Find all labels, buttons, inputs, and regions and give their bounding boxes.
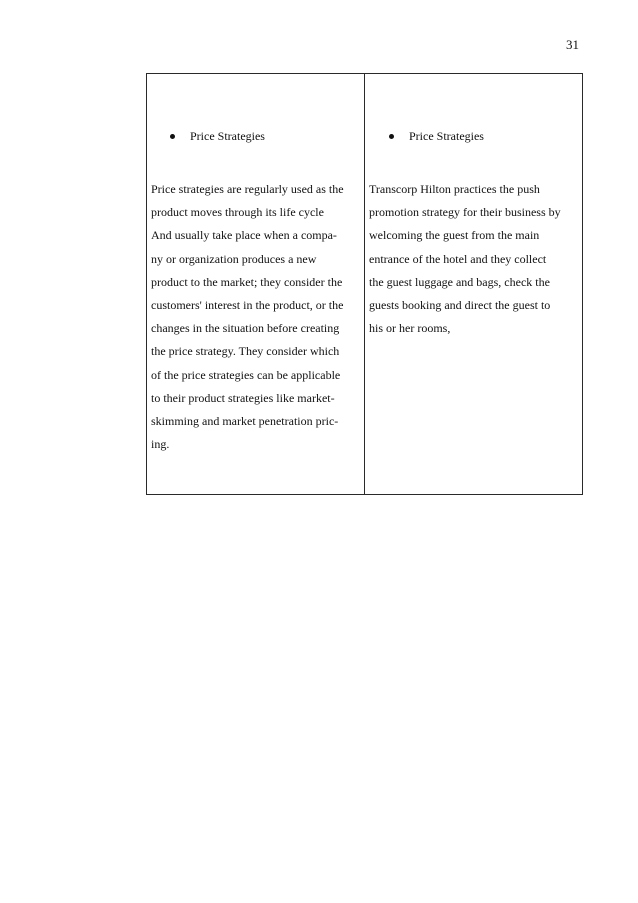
bullet-icon [170,134,175,139]
page-number: 31 [566,37,579,52]
right-heading: Price Strategies [409,129,484,143]
text-line: Price strategies are regularly used as the [151,182,344,196]
text-line: customers' interest in the product, or the [151,298,344,313]
left-heading: Price Strategies [190,129,265,143]
text-line: changes in the situation before creating [151,321,340,336]
text-line: welcoming the guest from the main [369,228,540,243]
text-line: the guest luggage and bags, check the [369,274,550,289]
left-body-text [151,178,360,456]
right-body-text [369,178,578,340]
left-heading-item [170,128,265,144]
left-column [147,74,365,494]
text-line: ing. [151,437,170,452]
text-line: And usually take place when a compa- [151,228,337,243]
text-line: product moves through its life cycle [151,205,324,220]
text-line: entrance of the hotel and they collect [369,251,547,266]
text-line: his or her rooms, [369,321,451,336]
text-line: skimming and market penetration pric- [151,414,339,429]
text-line: the price strategy. They consider which [151,344,340,359]
text-line: guests booking and direct the guest to [369,298,551,313]
text-line: Transcorp Hilton practices the push [369,182,540,196]
bullet-icon [389,134,394,139]
text-line: of the price strategies can be applicable [151,367,341,382]
text-line: promotion strategy for their business by [369,205,561,220]
text-line: to their product strategies like market- [151,390,335,405]
text-line: product to the market; they consider the [151,274,343,289]
right-column [365,74,582,494]
comparison-table [146,73,583,495]
text-line: ny or organization produces a new [151,251,317,266]
right-heading-item [389,128,484,144]
